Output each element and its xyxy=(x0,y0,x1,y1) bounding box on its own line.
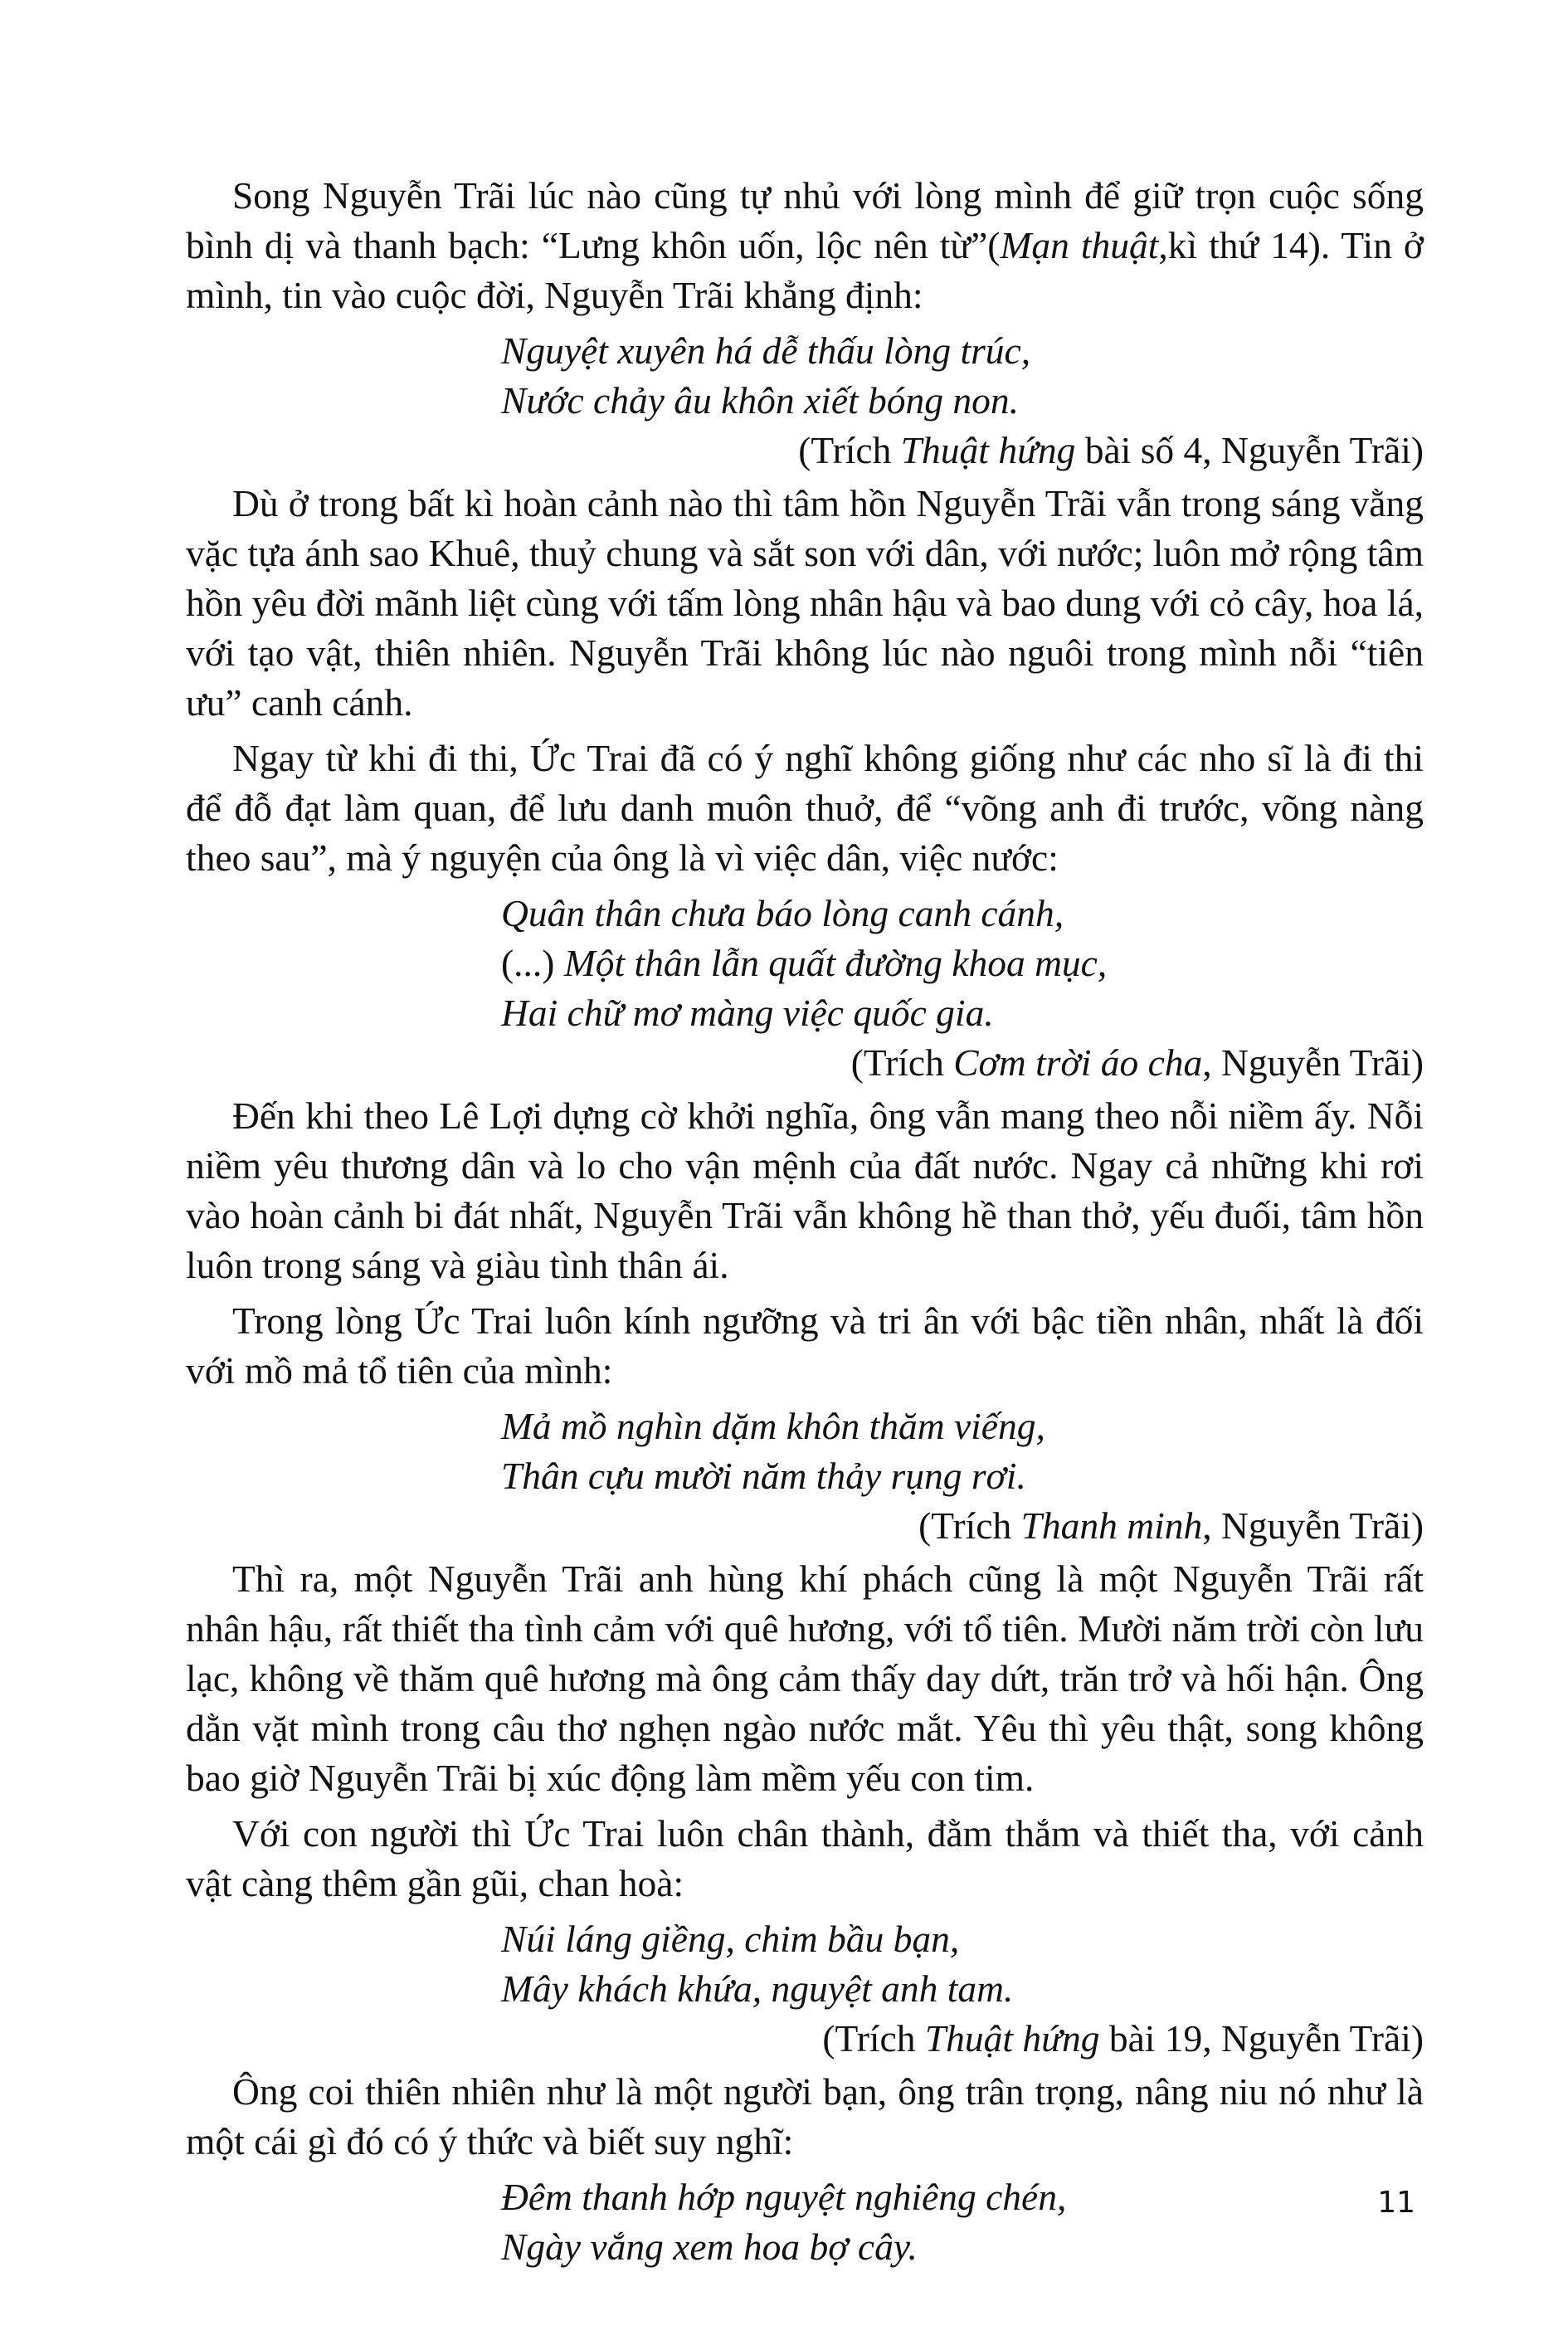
paragraph-2: Dù ở trong bất kì hoàn cảnh nào thì tâm hồn Nguyễn Trãi vẫn trong sáng vằng vặc tựa ánh sao Khuê, thuỷ chung và sắt son với dân, với nước; luôn mở rộng tâm hồn yêu đời mãnh liệt cùng với tấm lòng nhân hậu và bao dung với cỏ cây, hoa lá, với tạo vật, thiên nhiên. Nguyễn Trãi không lúc nào nguôi trong mình nỗi “tiên ưu” canh cánh. xyxy=(186,482,1424,724)
paragraph-8: Ông coi thiên nhiên như là một người bạn, ông trân trọng, nâng niu nó như là một cái gì đó có ý thức và biết suy nghĩ: xyxy=(186,2070,1424,2162)
citation-suffix: , Nguyễn Trãi) xyxy=(1202,1504,1424,1547)
verse-line xyxy=(501,938,1424,988)
verse-line: Hai chữ mơ màng việc quốc gia. xyxy=(501,992,994,1034)
verse-line: Mả mồ nghìn dặm khôn thăm viếng, xyxy=(501,1405,1045,1447)
paragraph-7: Với con người thì Ức Trai luôn chân thành, đằm thắm và thiết tha, với cảnh vật càng thêm gần gũi, chan hoà: xyxy=(186,1812,1424,1904)
citation-suffix: bài số 4, Nguyễn Trãi) xyxy=(1075,429,1424,471)
citation-2 xyxy=(186,1038,1424,1088)
paragraph-5: Trong lòng Ức Trai luôn kính ngưỡng và tri ân với bậc tiền nhân, nhất là đối với mồ mả tổ tiên của mình: xyxy=(186,1299,1424,1392)
verse-line: Quân thân chưa báo lòng canh cánh, xyxy=(501,892,1064,934)
citation-suffix: , Nguyễn Trãi) xyxy=(1202,1041,1424,1084)
paragraph-1 xyxy=(186,171,1424,320)
poem-quote-2 xyxy=(501,889,1424,1038)
page-number: 11 xyxy=(1377,2186,1415,2220)
poem-quote-4 xyxy=(501,1914,1424,2014)
paragraph-4: Đến khi theo Lê Lợi dựng cờ khởi nghĩa, ông vẫn mang theo nỗi niềm ấy. Nỗi niềm yêu thương dân và lo cho vận mệnh của đất nước. Ngay cả những khi rơi vào hoàn cảnh bi đát nhất, Nguyễn Trãi vẫn không hề than thở, yếu đuối, tâm hồn luôn trong sáng và giàu tình thân ái. xyxy=(186,1094,1424,1286)
verse-line: Mây khách khứa, nguyệt anh tam. xyxy=(501,1967,1014,2010)
poem-quote-3 xyxy=(501,1402,1424,1501)
citation-prefix: (Trích xyxy=(822,2017,925,2060)
poem-quote-1 xyxy=(501,326,1424,426)
citation-title: Cơm trời áo cha xyxy=(953,1041,1203,1084)
paragraph-1-text-b: ,kì thứ 14). Tin ở mình, tin vào cuộc đời, Nguyễn Trãi khẳng định: xyxy=(186,224,1424,316)
citation-1 xyxy=(186,426,1424,475)
work-title-man-thuat: Mạn thuật xyxy=(1000,224,1159,266)
citation-title: Thanh minh xyxy=(1020,1504,1203,1547)
poem-quote-5 xyxy=(501,2172,1424,2272)
paragraph-1-text-a: Song Nguyễn Trãi lúc nào cũng tự nhủ với lòng mình để giữ trọn cuộc sống bình dị và thanh bạch: “Lưng khôn uốn, lộc nên từ”( xyxy=(186,174,1424,266)
paragraph-6: Thì ra, một Nguyễn Trãi anh hùng khí phách cũng là một Nguyễn Trãi rất nhân hậu, rất thiết tha tình cảm với quê hương, với tổ tiên. Mười năm trời còn lưu lạc, không về thăm quê hương mà ông cảm thấy day dứt, trăn trở và hối hận. Ông dằn vặt mình trong câu thơ nghẹn ngào nước mắt. Yêu thì yêu thật, song không bao giờ Nguyễn Trãi bị xúc động làm mềm yếu con tim. xyxy=(186,1558,1424,1799)
verse-line: Thân cựu mười năm thảy rụng rơi. xyxy=(501,1455,1026,1497)
verse-line: Ngày vắng xem hoa bợ cây. xyxy=(501,2225,918,2268)
verse-line: Nguyệt xuyên há dễ thấu lòng trúc, xyxy=(501,329,1031,372)
verse-line: Đêm thanh hớp nguyệt nghiêng chén, xyxy=(501,2176,1067,2218)
citation-suffix: bài 19, Nguyễn Trãi) xyxy=(1099,2017,1424,2060)
verse-line: Núi láng giềng, chim bầu bạn, xyxy=(501,1918,960,1960)
citation-title: Thuật hứng xyxy=(924,2017,1100,2060)
ellipsis-marker: (...) xyxy=(501,942,564,984)
citation-3 xyxy=(186,1501,1424,1551)
page-content xyxy=(186,171,1424,2272)
verse-line: Nước chảy âu khôn xiết bóng non. xyxy=(501,379,1020,422)
paragraph-3: Ngay từ khi đi thi, Ức Trai đã có ý nghĩ không giống như các nho sĩ là đi thi để đỗ đạt làm quan, để lưu danh muôn thuở, để “võng anh đi trước, võng nàng theo sau”, mà ý nguyện của ông là vì việc dân, việc nước: xyxy=(186,737,1424,879)
citation-4 xyxy=(186,2014,1424,2064)
citation-prefix: (Trích xyxy=(918,1504,1021,1547)
citation-prefix: (Trích xyxy=(798,429,901,471)
citation-prefix: (Trích xyxy=(850,1041,954,1084)
verse-line-text: Một thân lẫn quất đường khoa mục, xyxy=(563,942,1108,984)
citation-title: Thuật hứng xyxy=(900,429,1076,471)
